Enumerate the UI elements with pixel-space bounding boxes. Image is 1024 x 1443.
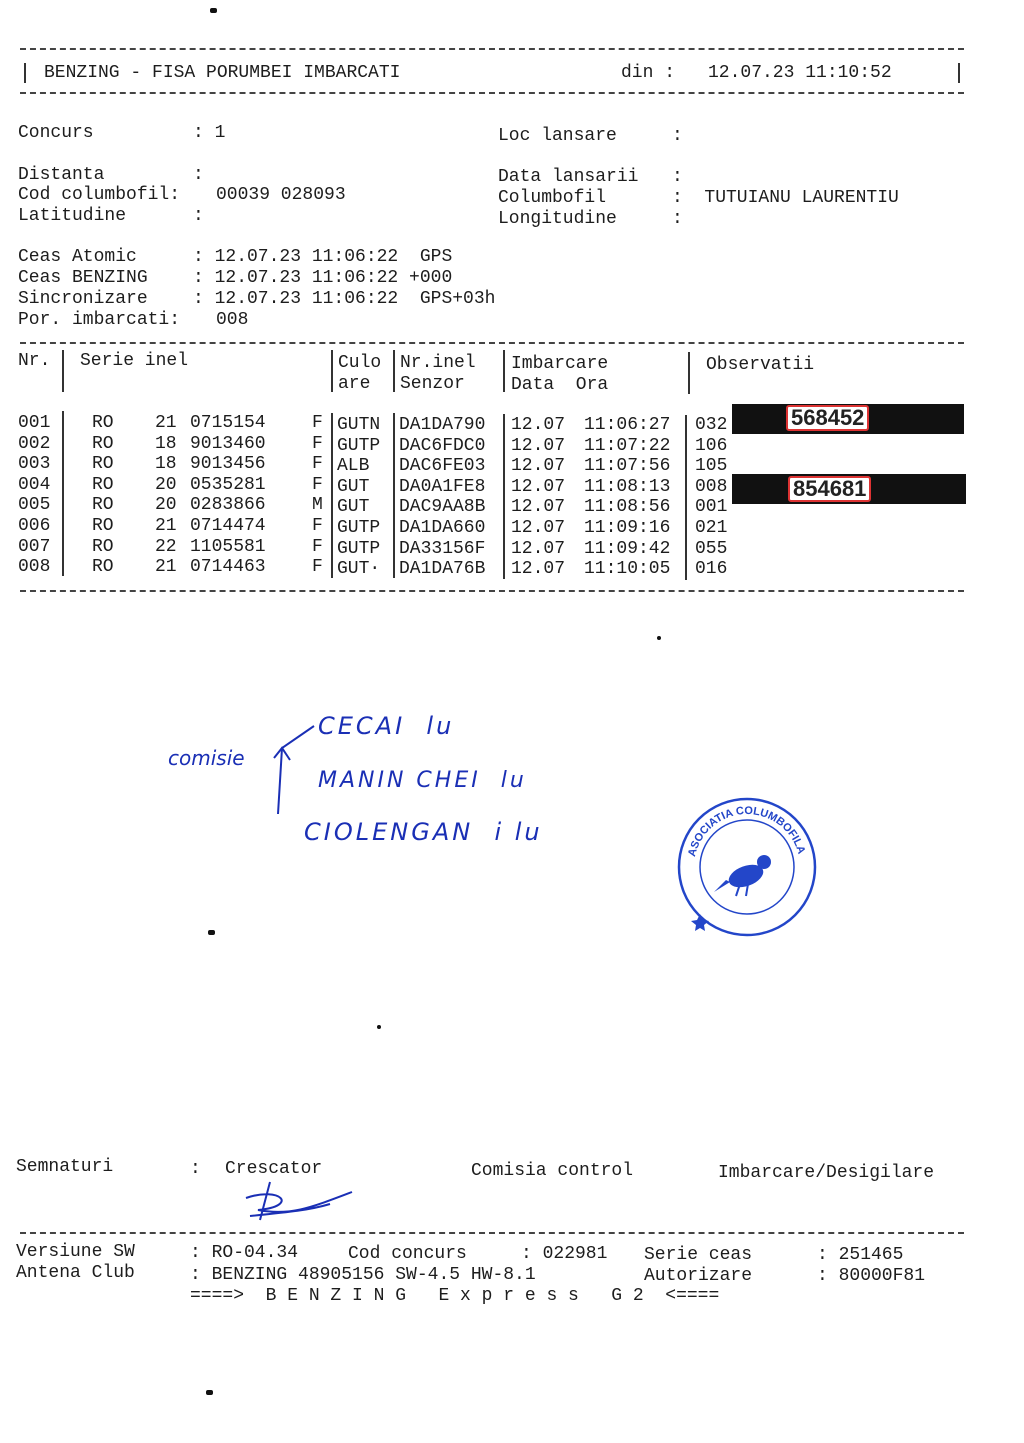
col-observatii-header: Observatii [706,355,815,375]
row-culoare: GUT [337,497,370,518]
row-ora: 11:08:56 [584,497,671,518]
row-nr: 007 [18,536,51,557]
row-senzor: DA1DA76B [399,559,486,580]
header-sep-nr [62,350,64,392]
row-cod: 055 [695,538,728,559]
concurs-value: : 1 [193,123,226,143]
table-bottom-rule [20,590,964,592]
sincronizare-value: : 12.07.23 11:06:22 GPS+03h [193,289,496,309]
row-sex: F [312,413,323,433]
row-sex: F [312,454,323,475]
row-ora: 11:10:05 [584,559,671,580]
row-sex: F [312,536,323,557]
ceas-benzing-label: Ceas BENZING [18,268,148,288]
imbarcare-desigilare-label: Imbarcare/Desigilare [718,1163,935,1183]
row-senzor: DAC9AA8B [399,497,486,518]
versiune-value: : RO-04.34 [190,1243,299,1263]
row-tara: RO [92,516,114,536]
row-an: 21 [155,413,177,433]
header-right-bar [958,63,960,83]
row-an: 20 [155,474,177,495]
row-senzor: DA33156F [399,538,486,559]
row-ora: 11:07:22 [584,435,671,456]
row-sex: F [312,516,323,536]
latitudine-value: : [193,206,204,226]
row-senzor: DA1DA660 [399,518,486,538]
page-title: BENZING - FISA PORUMBEI IMBARCATI [44,63,401,83]
row-nr: 003 [18,454,51,475]
row-culoare: GUTP [337,435,381,456]
table-top-rule [20,342,964,344]
row-culoare: GUTP [337,538,381,559]
row-tara: RO [92,536,114,557]
star-icon [691,914,709,931]
semnaturi-label: Semnaturi [16,1157,114,1177]
columbofil-value: : TUTUIANU LAURENTIU [672,188,899,208]
benzing-banner: ====> B E N Z I N G E x p r e s s G 2 <==== [190,1286,720,1306]
cod-concurs-label: Cod concurs [348,1244,467,1264]
ceas-atomic-label: Ceas Atomic [18,247,137,267]
row-sex: F [312,474,323,495]
row-an: 18 [155,454,177,475]
row-sex: M [312,495,323,516]
distanta-label: Distanta [18,165,105,185]
row-cod: 106 [695,435,728,456]
row-cod: 021 [695,518,728,538]
header-sep-imbarcare [688,352,690,394]
handwritten-comisie: comisie [168,746,245,770]
header-sep-senzor [503,350,505,392]
row-nr: 001 [18,413,51,433]
row-nr: 006 [18,516,51,536]
ceas-benzing-value: : 12.07.23 11:06:22 +000 [193,268,453,288]
row-senzor: DA1DA790 [399,415,486,435]
row-ora: 11:09:16 [584,518,671,538]
data-lansarii-label: Data lansarii [498,167,639,187]
row-cod: 032 [695,415,728,435]
association-stamp [676,796,818,938]
print-datetime: 12.07.23 11:10:52 [708,63,892,83]
row-inel: 0714474 [190,516,266,536]
autorizare-label: Autorizare [644,1266,753,1286]
header-sep-serie [331,350,333,392]
row-cod: 105 [695,456,728,477]
col-nr-header: Nr. [18,351,51,371]
loc-lansare-label: Loc lansare [498,126,617,146]
col-imbarcare-header-1: Imbarcare [511,354,609,374]
antena-label: Antena Club [16,1263,135,1283]
din-label: din : [621,63,676,83]
row-tara: RO [92,495,114,516]
header-bottom-rule [20,92,964,94]
distanta-value: : [193,165,204,185]
versiune-label: Versiune SW [16,1242,135,1262]
col-culoare-header-1: Culo [338,353,382,373]
row-inel: 9013460 [190,433,266,454]
signature-crescator [240,1176,360,1236]
ceas-atomic-value: : 12.07.23 11:06:22 GPS [193,247,453,267]
row-culoare: GUTN [337,415,381,435]
row-culoare: GUT· [337,559,381,580]
rows-sep-senzor [503,414,505,579]
row-nr: 008 [18,557,51,578]
row-inel: 0715154 [190,413,266,433]
col-culoare-header-2: are [338,374,371,394]
scan-speck [657,636,661,640]
row-cod: 016 [695,559,728,580]
pigeon-icon [714,855,771,896]
serie-ceas-value: : 251465 [817,1245,904,1265]
row-an: 20 [155,495,177,516]
handwritten-name-1: CECAI lu [318,712,455,740]
handwritten-bracket [270,718,320,828]
row-nr: 004 [18,474,51,495]
latitudine-label: Latitudine [18,206,127,226]
row-sex: F [312,433,323,454]
row-culoare: GUTP [337,518,381,538]
row-cod: 008 [695,476,728,497]
longitudine-value: : [672,209,683,229]
row-data: 12.07 [511,559,566,580]
scan-speck [377,1025,381,1029]
row-ora: 11:08:13 [584,476,671,497]
row-an: 18 [155,433,177,454]
data-lansarii-value: : [672,167,683,187]
concurs-label: Concurs [18,123,94,143]
observatii-redacted-1: 568452 [786,405,869,431]
scan-speck [206,1390,213,1395]
antena-value: : BENZING 48905156 SW-4.5 HW-8.1 [190,1265,536,1285]
col-imbarcare-header-2: Data Ora [511,375,609,395]
row-cod: 001 [695,497,728,518]
autorizare-value: : 80000F81 [817,1266,926,1286]
comisia-control-label: Comisia control [471,1161,634,1181]
col-serie-header: Serie inel [80,351,189,371]
por-imbarcati-label: Por. imbarcati: [18,310,181,330]
longitudine-label: Longitudine [498,209,617,229]
cod-concurs-value: : 022981 [521,1244,608,1264]
row-inel: 0714463 [190,557,266,578]
row-ora: 11:07:56 [584,456,671,477]
row-tara: RO [92,454,114,475]
row-data: 12.07 [511,497,566,518]
row-tara: RO [92,474,114,495]
row-nr: 002 [18,433,51,454]
col-senzor-header-2: Senzor [400,374,465,394]
row-inel: 0283866 [190,495,266,516]
row-inel: 0535281 [190,474,266,495]
semnaturi-colon: : [190,1159,201,1179]
row-data: 12.07 [511,518,566,538]
serie-ceas-label: Serie ceas [644,1245,753,1265]
row-sex: F [312,557,323,578]
row-senzor: DA0A1FE8 [399,476,486,497]
handwritten-name-2: MANIN CHEI lu [318,768,527,793]
row-nr: 005 [18,495,51,516]
row-inel: 9013456 [190,454,266,475]
row-senzor: DAC6FE03 [399,456,486,477]
row-senzor: DAC6FDC0 [399,435,486,456]
crescator-label: Crescator [225,1159,323,1179]
scan-speck [210,8,217,13]
row-culoare: GUT [337,476,370,497]
stamp-text: ASOCIATIA COLUMBOFILA [686,804,808,858]
row-culoare: ALB [337,456,370,477]
row-data: 12.07 [511,435,566,456]
loc-lansare-value: : [672,126,683,146]
sincronizare-label: Sincronizare [18,289,148,309]
rows-sep-serie [331,413,333,578]
row-ora: 11:06:27 [584,415,671,435]
row-tara: RO [92,413,114,433]
columbofil-label: Columbofil [498,188,607,208]
header-left-bar [24,63,26,83]
row-inel: 1105581 [190,536,266,557]
cod-columbofil-label: Cod columbofil: [18,185,181,205]
row-data: 12.07 [511,415,566,435]
header-top-rule [20,48,964,50]
rows-sep-culoare [393,413,395,578]
row-an: 21 [155,516,177,536]
row-tara: RO [92,557,114,578]
header-sep-culoare [393,350,395,392]
row-data: 12.07 [511,476,566,497]
handwritten-name-3: CIOLENGAN i lu [304,818,543,846]
cod-columbofil-value: 00039 028093 [216,185,346,205]
row-data: 12.07 [511,538,566,559]
row-tara: RO [92,433,114,454]
por-imbarcati-value: 008 [216,310,249,330]
scan-speck [208,930,215,935]
row-ora: 11:09:42 [584,538,671,559]
row-an: 22 [155,536,177,557]
observatii-redacted-2: 854681 [788,476,871,502]
row-an: 21 [155,557,177,578]
footer-top-rule [20,1232,964,1234]
rows-sep-nr [62,411,64,576]
rows-sep-imbarcare [685,415,687,580]
col-senzor-header-1: Nr.inel [400,353,476,373]
row-data: 12.07 [511,456,566,477]
